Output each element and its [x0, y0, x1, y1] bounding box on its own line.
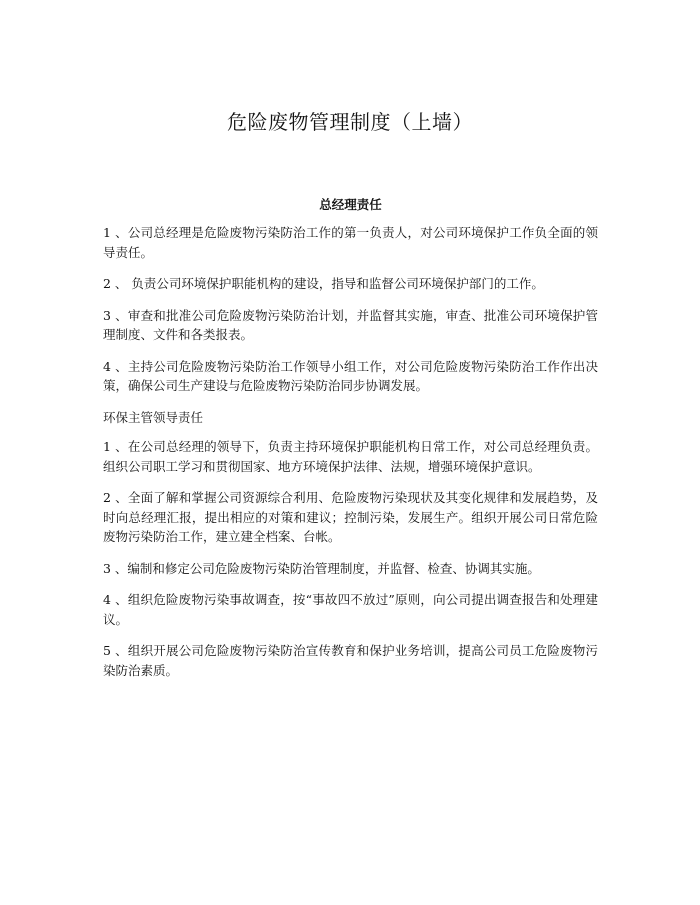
section-heading-general-manager: 总经理责任 [319, 197, 382, 212]
document-body [103, 196, 598, 692]
paragraph: 4 、主持公司危险废物污染防治工作领导小组工作，对公司危险废物污染防治工作作出决策，确保公司生产建设与危险废物污染防治同步协调发展。 [103, 358, 598, 393]
paragraph: 2 、全面了解和掌握公司资源综合利用、危险废物污染现状及其变化规律和发展趋势，及时向总经理汇报，提出相应的对策和建议；控制污染，发展生产。组织开展公司日常危险废物污染防治工作，建立建全档案、台帐。 [103, 490, 598, 544]
section-heading-env-leader: 环保主管领导责任 [103, 409, 204, 425]
paragraph: 3 、编制和修定公司危险废物污染防治管理制度，并监督、检查、协调其实施。 [103, 560, 540, 576]
paragraph: 2 、 负责公司环境保护职能机构的建设，指导和监督公司环境保护部门的工作。 [103, 276, 544, 291]
paragraph: 5 、组织开展公司危险废物污染防治宣传教育和保护业务培训，提高公司员工危险废物污染防治素质。 [103, 643, 598, 678]
document-title: 危险废物管理制度（上墙） [227, 110, 473, 134]
paragraph: 3 、审查和批准公司危险废物污染防治计划，并监督其实施，审查、批准公司环境保护管理制度、文件和各类报表。 [103, 307, 598, 342]
paragraph: 1 、公司总经理是危险废物污染防治工作的第一负责人，对公司环境保护工作负全面的领导责任。 [103, 225, 598, 260]
paragraph: 1 、在公司总经理的领导下，负责主持环境保护职能机构日常工作，对公司总经理负责。组织公司职工学习和贯彻国家、地方环境保护法律、法规，增强环境保护意识。 [103, 439, 598, 474]
paragraph: 4 、组织危险废物污染事故调查，按“事故四不放过”原则，向公司提出调查报告和处理建议。 [103, 592, 598, 627]
